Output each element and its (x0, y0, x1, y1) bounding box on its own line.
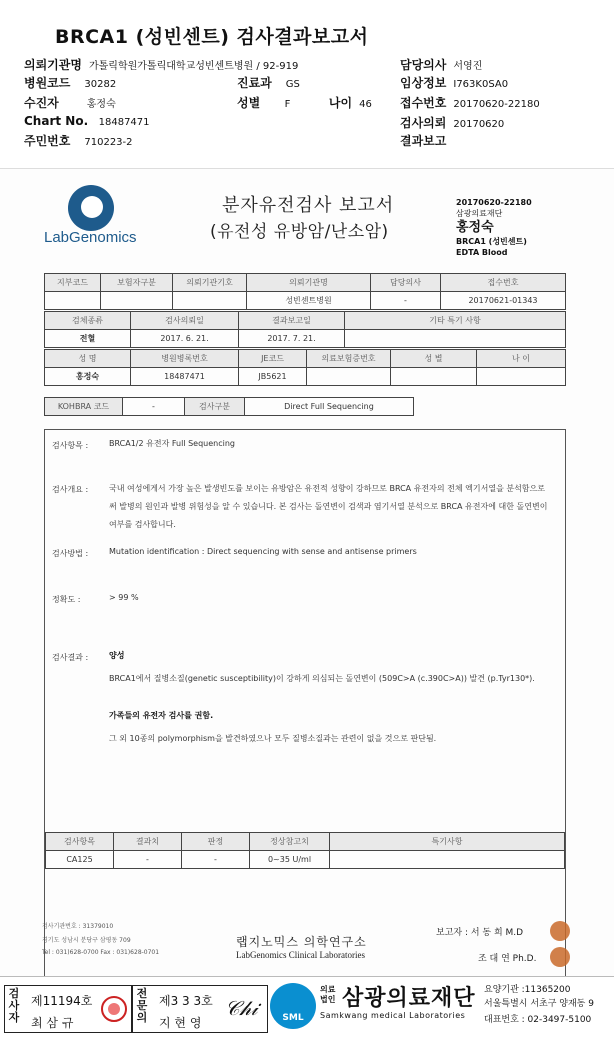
seal-icon (550, 947, 570, 967)
info-table-2 (44, 311, 566, 348)
hdr-hospital-code: 병원코드 30282 (24, 76, 117, 90)
examiner-label: 검 사 자 (8, 987, 20, 1024)
table-row: 성 명 병원병록번호 JE코드 의료보험증번호 성 별 나 이 (45, 350, 566, 368)
method-value: Mutation identification : Direct sequencing with sense and antisense primers (109, 547, 417, 556)
sample-name: 홍정숙 (456, 220, 494, 235)
hdr-department: 진료과 GS (237, 76, 300, 90)
labgenomics-logo-icon (68, 185, 114, 231)
hdr-patient: 수진자 홍정숙 (24, 96, 116, 110)
specialist-license: 제3 3 3호 (159, 994, 213, 1008)
lab-name-en: LabGenomics Clinical Laboratories (236, 950, 365, 960)
lab-address: 경기도 성남시 분당구 삼평동 709 (42, 937, 131, 944)
table-row: CA125 - - 0~35 U/ml (46, 851, 565, 869)
examiner-name: 최 삼 규 (31, 1016, 74, 1030)
table-row: 검체종류 검사의뢰일 결과보고일 기타 특기 사항 (45, 312, 566, 330)
table-row: KOHBRA 코드 - 검사구분 Direct Full Sequencing (45, 398, 414, 416)
institution-prefix: 의료 법인 (320, 985, 336, 1004)
examiner-license: 제11194호 (31, 994, 93, 1008)
sample-test: BRCA1 (성빈센트) (456, 237, 527, 246)
hdr-hospital-name: 의뢰기관명 가톨릭학원가톨릭대학교성빈센트병원 / 92-919 (24, 58, 299, 72)
method-label: 검사방법 : (52, 549, 89, 558)
reporter-2: 조 대 연 Ph.D. (478, 954, 537, 964)
seal-icon (550, 921, 570, 941)
specialist-box (132, 985, 268, 1033)
hdr-sex-age: 성별 F 나이 46 (237, 96, 372, 110)
sml-logo-icon: SML (270, 983, 316, 1029)
report-subtitle: (유전성 유방암/난소암) (210, 222, 389, 242)
info-table (44, 273, 566, 310)
report-title: 분자유전검사 보고서 (222, 195, 395, 216)
hdr-clinical-info: 임상정보 I763K0SA0 (400, 76, 509, 90)
lab-phone: Tel : 031)628-0700 Fax : 031)628-0701 (42, 949, 160, 956)
table-row: 전혈 2017. 6. 21. 2017. 7. 21. (45, 330, 566, 348)
summary-value: 국내 여성에게서 가장 높은 발생빈도를 보이는 유방암은 유전적 성향이 강하므로 BRCA 유전자의 전체 엑기서열을 분석함으로써 발병의 원인과 발병 위험성을 알 수 있습니다. 본 검사는 돌연변이 검색과 염기서열 분석으로 BRCA 유전자에 대한 돌연변이 여부를 검사합니다. (109, 484, 548, 529)
institution-phone: 대표번호 : 02-3497-5100 (484, 1015, 592, 1025)
table-row: 성빈센트병원 - 20170621-01343 (45, 292, 566, 310)
red-stamp-icon (101, 996, 127, 1022)
bottom-signature-bar (0, 976, 614, 1046)
patient-table (44, 349, 566, 386)
hdr-receipt-no: 접수번호 20170620-22180 (400, 96, 540, 110)
result-label: 검사결과 : (52, 653, 89, 662)
hdr-request-date: 검사의뢰 20170620 (400, 116, 505, 130)
scanned-report (0, 168, 614, 976)
hdr-result-report: 결과보고 (400, 134, 447, 148)
page-title: BRCA1 (성빈센트) 검사결과보고서 (55, 26, 369, 48)
reporter-1: 보고자 : 서 동 희 M.D (436, 928, 524, 938)
institution-name-en: Samkwang medical Laboratories (320, 1011, 466, 1020)
hdr-resident-no: 주민번호 710223-2 (24, 134, 133, 148)
lab-name-kr: 랩지노믹스 의학연구소 (236, 935, 367, 949)
specialist-label: 전 문 의 (136, 987, 148, 1024)
item-value: BRCA1/2 유전자 Full Sequencing (109, 439, 235, 448)
accuracy-value: > 99 % (109, 593, 139, 602)
examiner-box (4, 985, 132, 1033)
labgenomics-logo-text: LabGenomics (44, 229, 137, 246)
item-label: 검사항목 : (52, 441, 89, 450)
hdr-chart-no: Chart No. 18487471 (24, 114, 150, 128)
result-line-2: 가족들의 유전자 검사를 권함. (109, 711, 214, 720)
institution-code: 요양기관 :11365200 (484, 985, 571, 995)
institution-address: 서울특별시 서초구 양재동 9 (484, 999, 594, 1009)
result-line-3: 그 외 10종의 polymorphism을 발견하였으나 모두 질병소질과는 관련이 없을 것으로 판단됨. (109, 734, 437, 743)
hdr-doctor: 담당의사 서영진 (400, 58, 483, 72)
signature-icon: 𝒞𝒽𝒾 (225, 996, 258, 1020)
sample-org: 삼광의료재단 (456, 209, 503, 218)
sample-label (456, 197, 532, 258)
kohbra-table (44, 397, 414, 416)
summary-label: 검사개요 : (52, 485, 89, 494)
institution-name: 삼광의료재단 (342, 986, 476, 1011)
table-row: 홍정숙 18487471 JB5621 (45, 368, 566, 386)
result-value: 양성 (109, 651, 125, 660)
marker-table (45, 832, 565, 869)
table-row: 검사항목 결과치 판정 정상참고치 특기사항 (46, 833, 565, 851)
lab-reg-no: 검사기관번호 : 31379010 (42, 923, 114, 930)
sample-tube: EDTA Blood (456, 248, 508, 257)
sample-no: 20170620-22180 (456, 198, 532, 207)
result-line-1: BRCA1에서 질병소질(genetic susceptibility)이 강하게 의심되는 돌연변이 (509C>A (c.390C>A)) 발견 (p.Tyr130*). (109, 674, 535, 683)
result-content (44, 429, 566, 979)
table-row: 지부코드 보험자구분 의뢰기관기호 의뢰기관명 담당의사 접수번호 (45, 274, 566, 292)
specialist-name: 지 현 영 (159, 1016, 202, 1030)
accuracy-label: 정확도 : (52, 595, 81, 604)
